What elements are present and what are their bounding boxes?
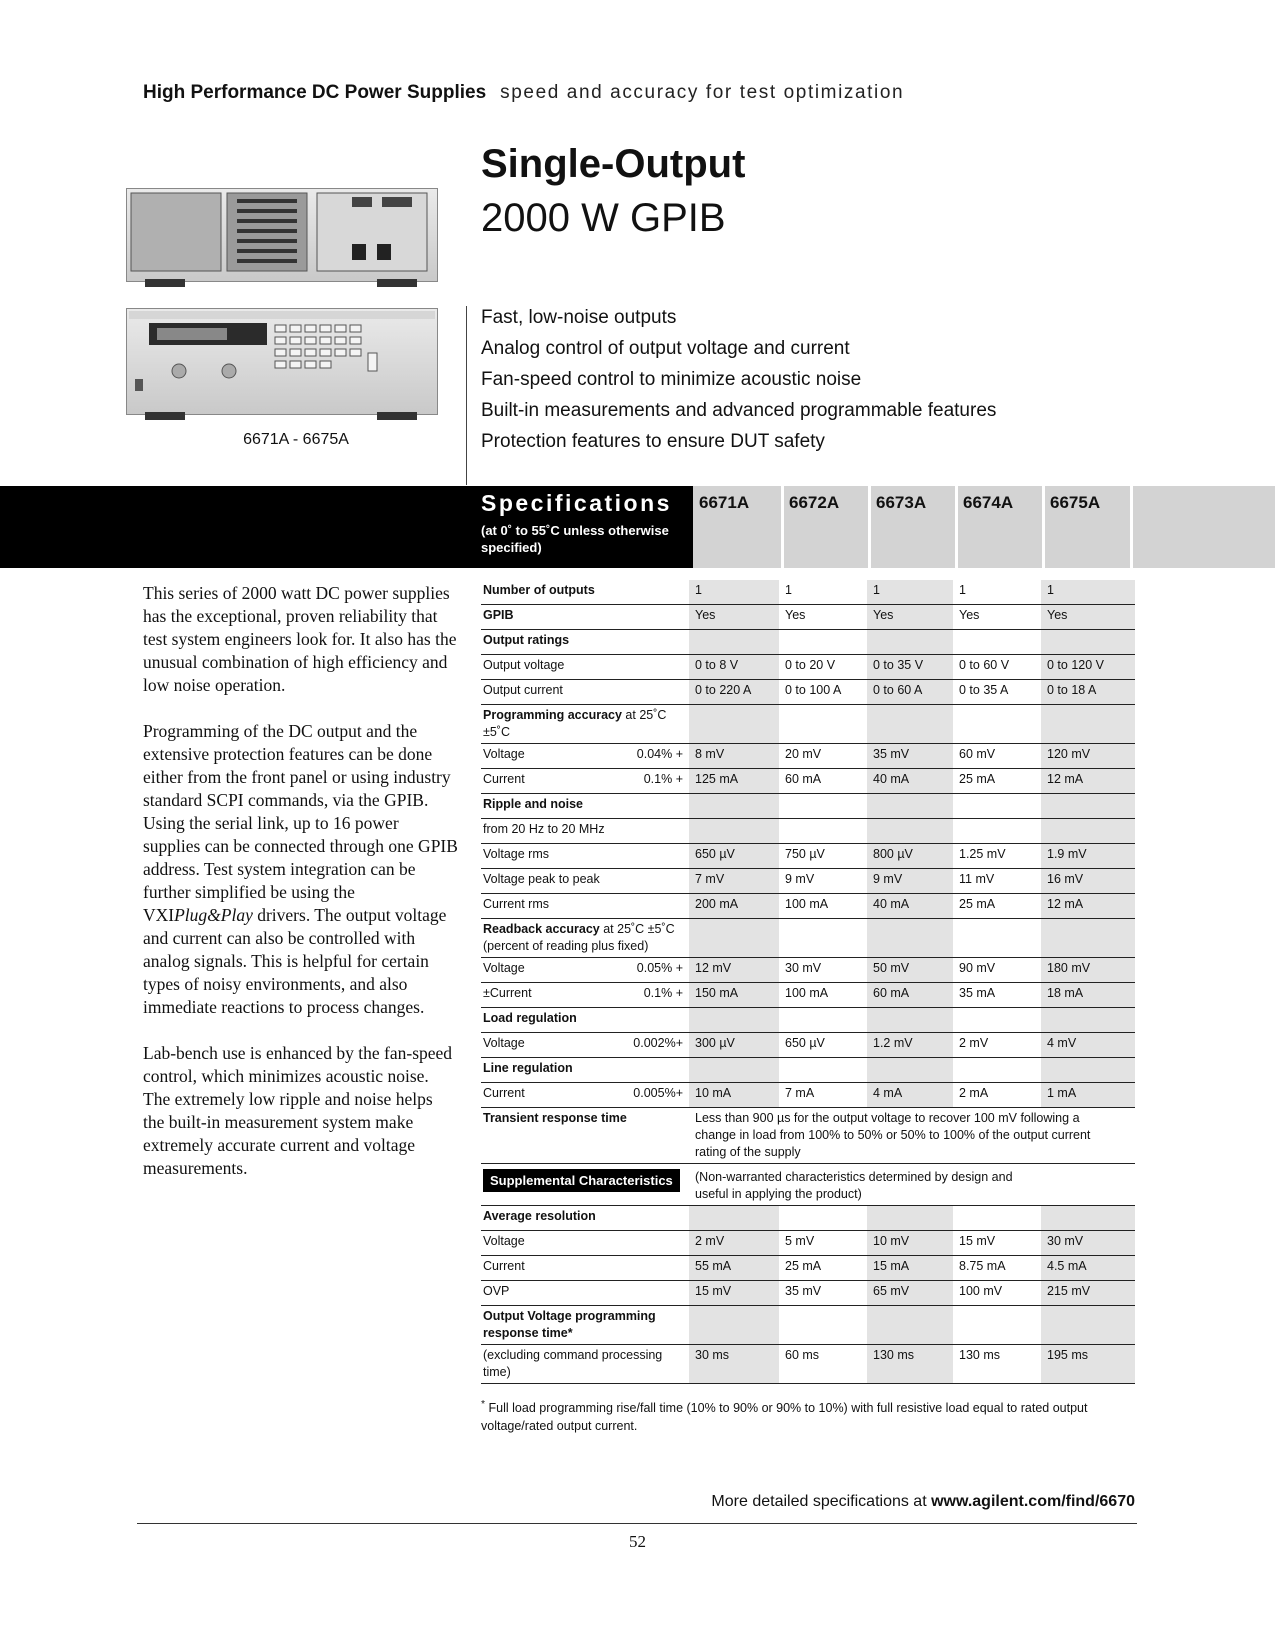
spec-cell: 60 mA: [779, 769, 867, 794]
specs-subheading: (at 0˚ to 55˚C unless otherwise specified): [481, 523, 669, 555]
footnote: [481, 1396, 1131, 1435]
spec-cell: 12 mV: [689, 958, 779, 983]
supplemental-row: [481, 1164, 1135, 1206]
spec-cell: [689, 794, 779, 819]
spec-cell: Yes: [1041, 605, 1135, 630]
feature-item: Fan-speed control to minimize acoustic noise: [481, 369, 862, 390]
page-title: Single-Output: [481, 142, 746, 186]
accuracy-percent: 0.04% +: [636, 747, 683, 761]
vertical-divider: [466, 306, 467, 485]
spec-cell: 8 mV: [689, 744, 779, 769]
spec-cell: [689, 705, 779, 744]
row-label-text: Voltage: [483, 1234, 525, 1248]
row-label-text: Output ratings: [483, 633, 570, 647]
spec-row: [481, 1206, 1135, 1231]
spec-row-label: [481, 1231, 689, 1256]
spec-row: [481, 819, 1135, 844]
spec-row: [481, 680, 1135, 705]
header-tagline: speed and accuracy for test optimization: [500, 82, 905, 103]
footnote-mark: *: [481, 1399, 486, 1410]
intro-text: [143, 582, 458, 1203]
spec-cell: 1: [689, 580, 779, 605]
spec-cell: 2 mV: [689, 1231, 779, 1256]
spec-cell: 35 mV: [867, 744, 953, 769]
accuracy-percent: 0.1% +: [643, 772, 683, 786]
spec-cell: 0 to 35 A: [953, 680, 1041, 705]
header-brand: High Performance DC Power Supplies: [143, 82, 487, 103]
spec-cell: [779, 1206, 867, 1231]
spec-row-label: [481, 983, 689, 1008]
spec-cell: 1: [779, 580, 867, 605]
spec-cell: [953, 919, 1041, 958]
spec-row-label: [481, 630, 689, 655]
spec-cell: 1.9 mV: [1041, 844, 1135, 869]
image-caption: 6671A - 6675A: [243, 431, 349, 448]
spec-cell: 100 mV: [953, 1281, 1041, 1306]
spec-cell: 7 mV: [689, 869, 779, 894]
spec-cell: 40 mA: [867, 769, 953, 794]
spec-cell: [1041, 1058, 1135, 1083]
feature-item: Built-in measurements and advanced programmable features: [481, 400, 997, 421]
spec-row: [481, 1083, 1135, 1108]
feature-list: [481, 302, 996, 457]
spec-cell: [867, 1206, 953, 1231]
spec-cell: 18 mA: [1041, 983, 1135, 1008]
spec-row-label: [481, 680, 689, 705]
spec-table-body: [481, 580, 1135, 1384]
spec-row: [481, 630, 1135, 655]
spec-cell: [867, 705, 953, 744]
spec-cell: 215 mV: [1041, 1281, 1135, 1306]
spec-row-label: [481, 705, 689, 744]
row-label-text: ±Current: [483, 986, 532, 1000]
feature-item: Fast, low-noise outputs: [481, 307, 677, 328]
spec-cell: 65 mV: [867, 1281, 953, 1306]
spec-row: [481, 769, 1135, 794]
spec-cell: [867, 819, 953, 844]
spec-cell: 0 to 60 A: [867, 680, 953, 705]
spec-cell: 16 mV: [1041, 869, 1135, 894]
spec-cell: [689, 630, 779, 655]
spec-cell: Yes: [867, 605, 953, 630]
accuracy-percent: 0.05% +: [636, 961, 683, 975]
spec-cell: 130 ms: [953, 1345, 1041, 1384]
spec-cell: 25 mA: [953, 769, 1041, 794]
band-separator: [781, 486, 784, 568]
spec-cell: [953, 794, 1041, 819]
intro-text-run: drivers. The output voltage and current can also be controlled with analog signals. This is helpful for certain types of noisy environments, and also immediate reactions to process changes.: [143, 905, 447, 1017]
more-info-text: More detailed specifications at: [711, 1493, 932, 1510]
spec-row: [481, 919, 1135, 958]
spec-cell: 650 µV: [779, 1033, 867, 1058]
spec-cell: 4 mV: [1041, 1033, 1135, 1058]
feature-item: Protection features to ensure DUT safety: [481, 431, 825, 452]
spec-row-label: [481, 1256, 689, 1281]
spec-cell: 25 mA: [953, 894, 1041, 919]
band-separator: [1130, 486, 1133, 568]
spec-row-label: [481, 894, 689, 919]
spec-row: [481, 1345, 1135, 1384]
spec-cell: 125 mA: [689, 769, 779, 794]
rear-panel-drawing: [127, 189, 437, 281]
spec-cell: 9 mV: [867, 869, 953, 894]
spec-cell: [867, 794, 953, 819]
spec-row-label: [481, 794, 689, 819]
spec-row-label: [481, 1008, 689, 1033]
accuracy-percent: 0.002%+: [633, 1036, 683, 1050]
row-label-text: Readback accuracy: [483, 922, 600, 936]
specs-heading: Specifications: [481, 490, 672, 516]
spec-cell: [779, 630, 867, 655]
spec-cell: 12 mA: [1041, 769, 1135, 794]
spec-row: [481, 655, 1135, 680]
spec-cell: 2 mA: [953, 1083, 1041, 1108]
spec-row: [481, 580, 1135, 605]
spec-cell: 2 mV: [953, 1033, 1041, 1058]
front-panel-drawing: [127, 309, 437, 414]
accuracy-percent: 0.005%+: [633, 1086, 683, 1100]
spec-cell: 150 mA: [689, 983, 779, 1008]
feature-item: Analog control of output voltage and current: [481, 338, 850, 359]
spec-cell: 5 mV: [779, 1231, 867, 1256]
model-header: 6673A: [876, 493, 927, 512]
row-label-text: Output voltage: [483, 658, 565, 672]
row-label-text: Current: [483, 772, 525, 786]
band-separator: [868, 486, 871, 568]
spec-row: [481, 1256, 1135, 1281]
spec-cell: 1: [953, 580, 1041, 605]
spec-cell: 0 to 120 V: [1041, 655, 1135, 680]
row-label-text: Voltage: [483, 1036, 525, 1050]
spec-row: [481, 1281, 1135, 1306]
transient-text: Less than 900 µs for the output voltage to recover 100 mV following a change in load from 100% to 50% or 50% to 100% of the output current rating of the supply: [689, 1108, 1135, 1164]
row-label-text: Average resolution: [483, 1209, 596, 1223]
spec-cell: 20 mV: [779, 744, 867, 769]
row-label-text: Line regulation: [483, 1061, 573, 1075]
spec-table: [481, 580, 1135, 1384]
spec-row: [481, 605, 1135, 630]
model-header: 6675A: [1050, 493, 1101, 512]
band-separator: [955, 486, 958, 568]
spec-cell: [779, 794, 867, 819]
spec-cell: 4.5 mA: [1041, 1256, 1135, 1281]
spec-cell: [867, 1306, 953, 1345]
spec-row-label: [481, 958, 689, 983]
spec-row-label: [481, 919, 689, 958]
spec-cell: 35 mV: [779, 1281, 867, 1306]
spec-cell: 50 mV: [867, 958, 953, 983]
spec-cell: 0 to 20 V: [779, 655, 867, 680]
row-label-text: from 20 Hz to 20 MHz: [483, 822, 605, 836]
spec-row-label: [481, 1206, 689, 1231]
spec-cell: Yes: [953, 605, 1041, 630]
spec-cell: 60 ms: [779, 1345, 867, 1384]
spec-cell: [689, 1008, 779, 1033]
spec-row: [481, 894, 1135, 919]
intro-paragraph: Lab-bench use is enhanced by the fan-speed control, which minimizes acoustic noise. The extremely low ripple and noise helps the built-in measurement system make extremely accurate current and voltage measurements.: [143, 1043, 453, 1178]
row-label-condition: at 25˚C ±5˚C: [599, 922, 675, 936]
row-label-text: (excluding command processing time): [483, 1348, 663, 1379]
spec-row-label: [481, 605, 689, 630]
row-label-text: Output current: [483, 683, 563, 697]
spec-cell: 1.2 mV: [867, 1033, 953, 1058]
spec-cell: [779, 1306, 867, 1345]
spec-cell: [953, 819, 1041, 844]
spec-cell: [953, 705, 1041, 744]
row-label-text: Output Voltage programming response time*: [483, 1309, 656, 1340]
spec-cell: [1041, 705, 1135, 744]
spec-cell: 7 mA: [779, 1083, 867, 1108]
spec-row-label: [481, 1281, 689, 1306]
spec-row-label: [481, 1306, 689, 1345]
row-label-text: Current: [483, 1086, 525, 1100]
spec-cell: 1: [1041, 580, 1135, 605]
spec-row-label: [481, 580, 689, 605]
spec-row: [481, 844, 1135, 869]
spec-row-label: [481, 744, 689, 769]
spec-row: [481, 744, 1135, 769]
spec-cell: 12 mA: [1041, 894, 1135, 919]
row-label-text: Voltage: [483, 961, 525, 975]
spec-cell: [689, 819, 779, 844]
rear-panel-image: [126, 188, 438, 282]
footer-rule: [137, 1523, 1137, 1524]
spec-cell: [1041, 919, 1135, 958]
spec-cell: 0 to 60 V: [953, 655, 1041, 680]
spec-cell: 0 to 220 A: [689, 680, 779, 705]
spec-cell: 195 ms: [1041, 1345, 1135, 1384]
supplemental-label: Supplemental Characteristics: [483, 1169, 680, 1192]
spec-row-label: [481, 1058, 689, 1083]
row-label-note: (percent of reading plus fixed): [483, 939, 649, 953]
spec-row: [481, 1231, 1135, 1256]
spec-cell: 15 mV: [953, 1231, 1041, 1256]
spec-cell: 60 mA: [867, 983, 953, 1008]
spec-row: [481, 1008, 1135, 1033]
spec-row: [481, 958, 1135, 983]
spec-cell: Yes: [779, 605, 867, 630]
row-label-text: GPIB: [483, 608, 514, 622]
spec-cell: 90 mV: [953, 958, 1041, 983]
spec-row-label: [481, 1345, 689, 1384]
spec-cell: 15 mA: [867, 1256, 953, 1281]
intro-text-run: Programming of the DC output and the extensive protection features can be done either from the front panel or using industry standard SCPI commands, via the GPIB. Using the serial link, up to 16 power supplies can be connected through one GPIB address. Test system integration can be further simplified be using the VXI: [143, 721, 458, 925]
spec-cell: 100 mA: [779, 983, 867, 1008]
spec-row-label: [481, 869, 689, 894]
supplemental-text: (Non-warranted characteristics determined by design and useful in applying the product): [689, 1164, 1135, 1206]
model-header: 6671A: [699, 493, 750, 512]
row-label-condition: at 25˚C ±5˚C: [483, 708, 667, 739]
spec-cell: 4 mA: [867, 1083, 953, 1108]
row-label-text: OVP: [483, 1284, 510, 1298]
row-label-text: Voltage peak to peak: [483, 872, 600, 886]
spec-cell: 200 mA: [689, 894, 779, 919]
spec-cell: [1041, 1008, 1135, 1033]
spec-cell: 10 mA: [689, 1083, 779, 1108]
spec-cell: 1.25 mV: [953, 844, 1041, 869]
spec-cell: 0 to 35 V: [867, 655, 953, 680]
spec-cell: [1041, 630, 1135, 655]
spec-cell: 15 mV: [689, 1281, 779, 1306]
spec-cell: [689, 1058, 779, 1083]
spec-cell: [953, 1058, 1041, 1083]
spec-row: [481, 794, 1135, 819]
more-info-link[interactable]: www.agilent.com/find/6670: [931, 1493, 1135, 1510]
spec-cell: 1 mA: [1041, 1083, 1135, 1108]
spec-row: [481, 705, 1135, 744]
spec-cell: 8.75 mA: [953, 1256, 1041, 1281]
band-separator: [1042, 486, 1045, 568]
spec-cell: [689, 1306, 779, 1345]
spec-cell: [1041, 1206, 1135, 1231]
spec-cell: 0 to 100 A: [779, 680, 867, 705]
spec-row: [481, 1033, 1135, 1058]
device-foot: [377, 412, 417, 420]
spec-cell: [867, 919, 953, 958]
spec-cell: 55 mA: [689, 1256, 779, 1281]
spec-cell: 650 µV: [689, 844, 779, 869]
spec-cell: [779, 819, 867, 844]
intro-italic-run: Plug&Play: [174, 905, 253, 925]
spec-cell: 800 µV: [867, 844, 953, 869]
spec-cell: 30 mV: [1041, 1231, 1135, 1256]
spec-cell: 1: [867, 580, 953, 605]
spec-row: [481, 983, 1135, 1008]
transient-row: [481, 1108, 1135, 1164]
device-foot: [145, 412, 185, 420]
supplemental-label-cell: [481, 1164, 689, 1206]
spec-cell: [779, 919, 867, 958]
spec-row: [481, 1306, 1135, 1345]
front-panel-image: [126, 308, 438, 415]
footnote-text: Full load programming rise/fall time (10% to 90% or 90% to 10%) with full resistive load equal to rated output voltage/rated output current.: [481, 1401, 1088, 1434]
spec-cell: 0 to 8 V: [689, 655, 779, 680]
spec-cell: 0 to 18 A: [1041, 680, 1135, 705]
spec-cell: [779, 1008, 867, 1033]
spec-cell: [779, 1058, 867, 1083]
running-header: [143, 82, 904, 104]
spec-cell: 9 mV: [779, 869, 867, 894]
spec-cell: 100 mA: [779, 894, 867, 919]
page-subtitle: 2000 W GPIB: [481, 196, 726, 240]
spec-cell: 30 ms: [689, 1345, 779, 1384]
spec-row-label: [481, 769, 689, 794]
spec-cell: 25 mA: [779, 1256, 867, 1281]
spec-cell: [779, 705, 867, 744]
spec-cell: [689, 919, 779, 958]
intro-paragraph: This series of 2000 watt DC power supplies has the exceptional, proven reliability that test system engineers look for. It also has the unusual combination of high efficiency and low noise operation.: [143, 583, 457, 695]
spec-cell: 60 mV: [953, 744, 1041, 769]
transient-label: Transient response time: [481, 1108, 689, 1164]
spec-cell: [953, 630, 1041, 655]
spec-row: [481, 1058, 1135, 1083]
row-label-text: Programming accuracy: [483, 708, 622, 722]
spec-cell: 40 mA: [867, 894, 953, 919]
spec-cell: 35 mA: [953, 983, 1041, 1008]
spec-cell: [1041, 819, 1135, 844]
spec-cell: [867, 1008, 953, 1033]
spec-row-label: [481, 844, 689, 869]
spec-cell: 750 µV: [779, 844, 867, 869]
spec-cell: 120 mV: [1041, 744, 1135, 769]
spec-cell: [867, 1058, 953, 1083]
row-label-text: Load regulation: [483, 1011, 577, 1025]
intro-paragraph: [143, 720, 458, 1019]
row-label-text: Voltage: [483, 747, 525, 761]
spec-cell: [953, 1008, 1041, 1033]
spec-cell: [1041, 794, 1135, 819]
spec-cell: 30 mV: [779, 958, 867, 983]
spec-cell: 11 mV: [953, 869, 1041, 894]
row-label-text: Voltage rms: [483, 847, 550, 861]
spec-cell: [689, 1206, 779, 1231]
spec-cell: 130 ms: [867, 1345, 953, 1384]
spec-cell: [953, 1206, 1041, 1231]
spec-row-label: [481, 1033, 689, 1058]
model-header: 6672A: [789, 493, 840, 512]
spec-row-label: [481, 819, 689, 844]
row-label-text: Current rms: [483, 897, 549, 911]
row-label-text: Ripple and noise: [483, 797, 584, 811]
device-foot: [377, 279, 417, 287]
row-label-text: Current: [483, 1259, 525, 1273]
spec-cell: [953, 1306, 1041, 1345]
device-foot: [145, 279, 185, 287]
model-header: 6674A: [963, 493, 1014, 512]
spec-cell: [1041, 1306, 1135, 1345]
accuracy-percent: 0.1% +: [643, 986, 683, 1000]
spec-cell: 300 µV: [689, 1033, 779, 1058]
spec-cell: 180 mV: [1041, 958, 1135, 983]
page-number: 52: [629, 1532, 646, 1551]
more-info-line: [481, 1493, 1135, 1511]
spec-row-label: [481, 655, 689, 680]
spec-cell: [867, 630, 953, 655]
spec-row: [481, 869, 1135, 894]
spec-cell: Yes: [689, 605, 779, 630]
spec-cell: 10 mV: [867, 1231, 953, 1256]
row-label-text: Number of outputs: [483, 583, 595, 597]
spec-row-label: [481, 1083, 689, 1108]
